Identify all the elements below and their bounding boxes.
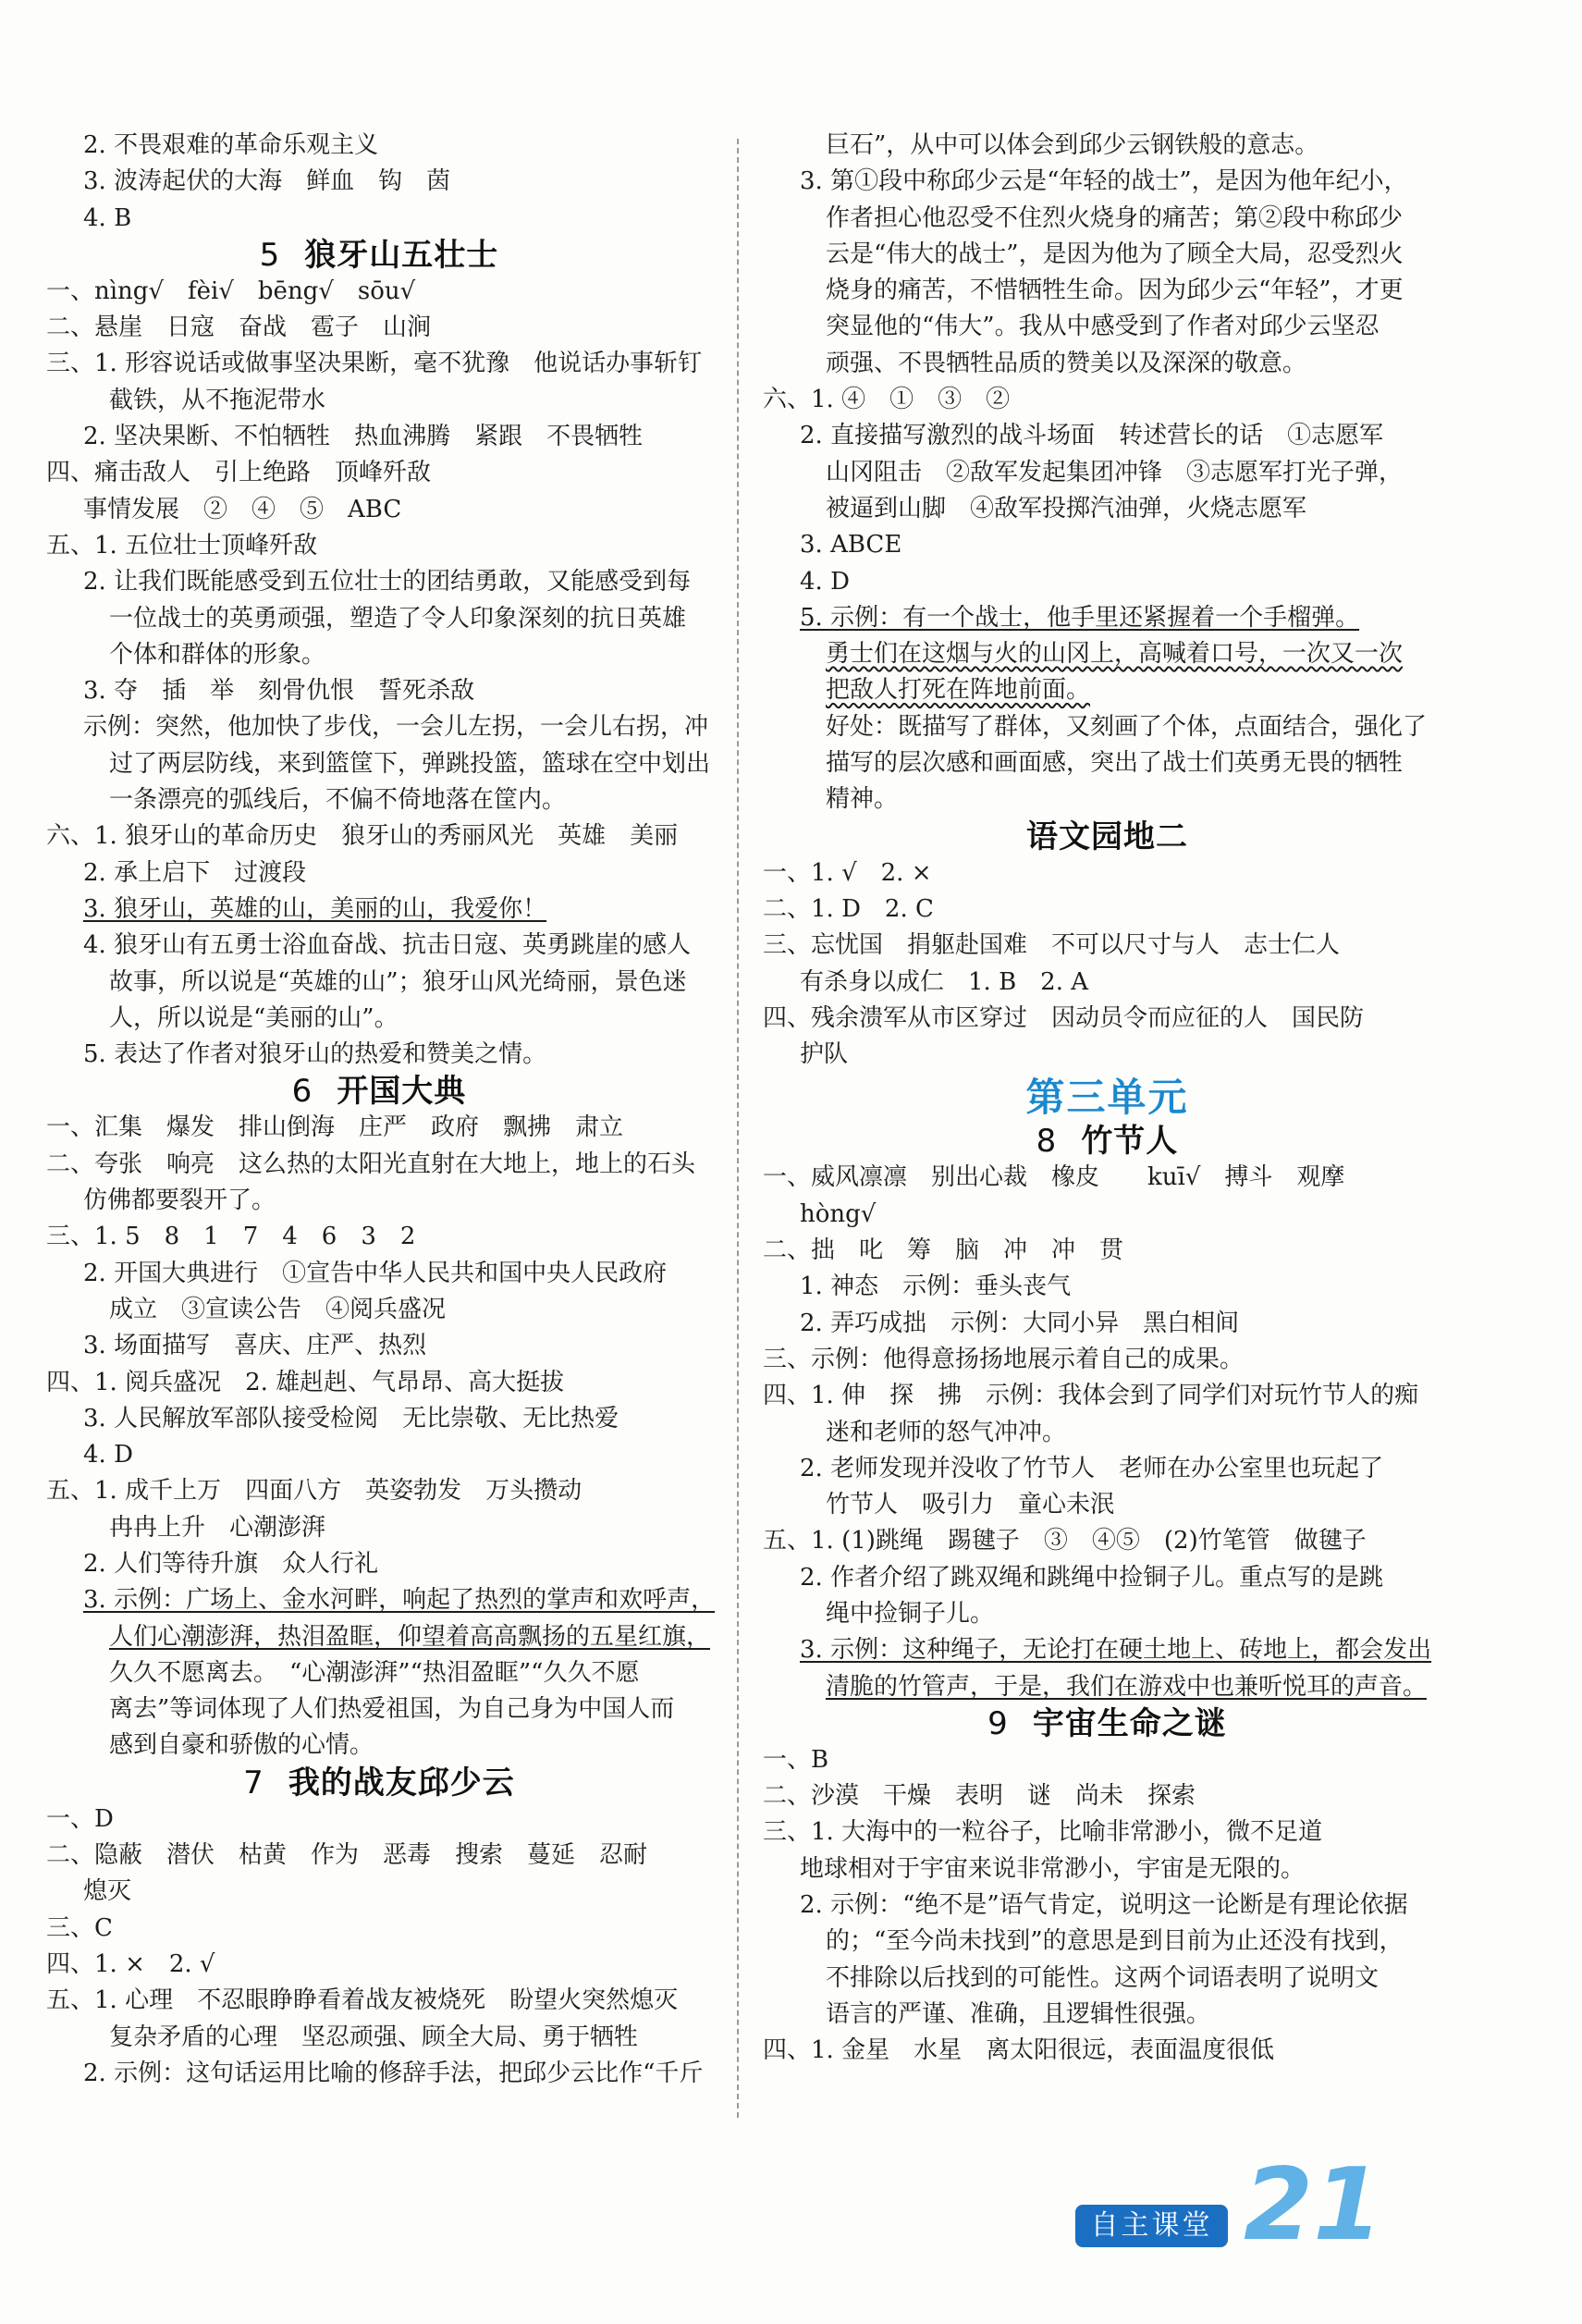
answer-line bbox=[46, 1619, 712, 1655]
answer-line bbox=[763, 1924, 1452, 1960]
answer-line bbox=[763, 491, 1452, 527]
answer-line bbox=[763, 600, 1452, 636]
answer-line bbox=[763, 672, 1452, 708]
answer-line bbox=[763, 1233, 1452, 1269]
answer-text: 2. 不畏艰难的革命乐观主义 bbox=[83, 131, 379, 159]
answer-text: 二、1. D 2. C bbox=[763, 894, 934, 923]
answer-line bbox=[763, 1037, 1452, 1073]
answer-line bbox=[763, 636, 1452, 672]
answer-text: 久久不愿离去。 “心潮澎湃”“热泪盈眶”“久久不愿 bbox=[109, 1658, 640, 1687]
answer-line bbox=[46, 1147, 712, 1183]
footer-label: 自主课堂 bbox=[1075, 2205, 1228, 2247]
answer-text: 2. 弄巧成拙 示例：大同小异 黑白相间 bbox=[800, 1309, 1240, 1337]
answer-text: 个体和群体的形象。 bbox=[109, 640, 326, 669]
answer-text: 四、1. 阅兵盛况 2. 雄赳赳、气昂昂、高大挺拔 bbox=[46, 1368, 565, 1396]
answer-line bbox=[763, 455, 1452, 491]
answer-line bbox=[46, 891, 712, 928]
answer-text: 五、1. 五位壮士顶峰歼敌 bbox=[46, 531, 318, 559]
answer-line bbox=[46, 1401, 712, 1437]
page-number: 21 bbox=[1244, 2147, 1383, 2263]
answer-text: 2. 直接描写激烈的战斗场面 转述营长的话 ①志愿军 bbox=[800, 422, 1384, 450]
answer-line bbox=[763, 201, 1452, 237]
answer-text: 二、隐蔽 潜伏 枯黄 作为 恶毒 搜索 蔓延 忍耐 bbox=[46, 1841, 648, 1870]
answer-text: 迷和老师的怒气冲冲。 bbox=[826, 1418, 1067, 1446]
answer-line bbox=[46, 2020, 712, 2056]
lesson-heading bbox=[763, 818, 1452, 855]
answer-text: 山冈阻击 ②敌军发起集团冲锋 ③志愿军打光子弹， bbox=[826, 458, 1404, 486]
answer-line bbox=[46, 1546, 712, 1582]
answer-text: 不排除以后找到的可能性。这两个词语表明了说明文 bbox=[826, 1963, 1380, 1992]
lesson-number: 5 bbox=[259, 236, 281, 274]
answer-text: 精神。 bbox=[826, 785, 899, 814]
answer-text: hòng√ bbox=[800, 1199, 877, 1228]
answer-text: 3. 第①段中称邱少云是“年轻的战士”，是因为他年纪小， bbox=[800, 167, 1408, 196]
answer-text: 3. 场面描写 喜庆、庄严、热烈 bbox=[83, 1332, 427, 1360]
answer-text: 三、忘忧国 捐躯赴国难 不可以尺寸与人 志士仁人 bbox=[763, 931, 1341, 960]
answer-line bbox=[46, 1292, 712, 1328]
answer-text: 2. 开国大典进行 ①宣告中华人民共和国中央人民政府 bbox=[83, 1259, 668, 1287]
answer-line bbox=[46, 1110, 712, 1146]
answer-line bbox=[46, 601, 712, 637]
answer-line bbox=[46, 1437, 712, 1473]
answer-text: 烧身的痛苦，不惜牺牲生命。因为邱少云“年轻”，才更 bbox=[826, 277, 1404, 305]
answer-text: 3. 波涛起伏的大海 鲜血 钩 茵 bbox=[83, 167, 451, 196]
answer-line bbox=[763, 1997, 1452, 2033]
answer-text: 仿佛都要裂开了。 bbox=[83, 1187, 276, 1215]
answer-line bbox=[46, 1328, 712, 1364]
answer-line bbox=[763, 1778, 1452, 1814]
answer-text: 四、痛击敌人 引上绝路 顶峰歼敌 bbox=[46, 459, 432, 487]
right-column bbox=[763, 128, 1452, 2070]
lesson-number: 7 bbox=[243, 1764, 264, 1801]
answer-text: 六、1. ④ ① ③ ② bbox=[763, 386, 1011, 414]
lesson-title: 开国大典 bbox=[337, 1073, 467, 1111]
answer-text: 过了两层防线，来到篮筐下，弹跳投篮，篮球在空中划出 bbox=[109, 749, 711, 778]
answer-line bbox=[46, 818, 712, 855]
answer-text: 一位战士的英勇顽强，塑造了令人印象深刻的抗日英雄 bbox=[109, 604, 687, 633]
answer-text: 四、1. 伸 探 拂 示例：我体会到了同学们对玩竹节人的痴 bbox=[763, 1382, 1419, 1410]
answer-line bbox=[763, 1632, 1452, 1668]
answer-line bbox=[763, 527, 1452, 563]
answer-text: 勇士们在这烟与火的山冈上，高喊着口号，一次又一次 bbox=[826, 640, 1404, 669]
answer-text: 一、威风凛凛 别出心裁 橡皮 kuī√ 搏斗 观摩 bbox=[763, 1163, 1345, 1192]
answer-text: 1. 神态 示例：垂头丧气 bbox=[800, 1273, 1072, 1301]
answer-line bbox=[763, 1451, 1452, 1487]
answer-line bbox=[763, 564, 1452, 600]
answer-text: 二、夸张 响亮 这么热的太阳光直射在大地上，地上的石头 bbox=[46, 1150, 696, 1178]
answer-line bbox=[763, 1415, 1452, 1451]
lesson-title: 语文园地二 bbox=[1026, 818, 1188, 855]
answer-line bbox=[763, 891, 1452, 928]
answer-text: 示例：突然，他加快了步伐，一会儿左拐，一会儿右拐，冲 bbox=[83, 713, 709, 742]
answer-line bbox=[763, 1342, 1452, 1378]
answer-line bbox=[763, 1851, 1452, 1887]
answer-line bbox=[763, 1197, 1452, 1233]
answer-line bbox=[763, 745, 1452, 781]
answer-text: 三、1. 大海中的一粒谷子，比喻非常渺小，微不足道 bbox=[763, 1818, 1323, 1847]
answer-text: 顽强、不畏牺牲品质的赞美以及深深的敬意。 bbox=[826, 349, 1307, 377]
answer-line bbox=[46, 274, 712, 310]
answer-line bbox=[46, 492, 712, 528]
answer-text: 把敌人打死在阵地前面。 bbox=[826, 676, 1091, 705]
answer-text: 成立 ③宣读公告 ④阅兵盛况 bbox=[109, 1295, 447, 1323]
answer-line bbox=[46, 965, 712, 1001]
lesson-heading bbox=[46, 237, 712, 274]
answer-text: 离去”等词体现了人们热爱祖国，为自己身为中国人而 bbox=[109, 1695, 675, 1724]
answer-line bbox=[763, 309, 1452, 345]
answer-text: 2. 人们等待升旗 众人行礼 bbox=[83, 1549, 379, 1578]
answer-line bbox=[763, 1887, 1452, 1924]
answer-text: 2. 让我们既能感受到五位壮士的团结勇敢，又能感受到每 bbox=[83, 568, 692, 596]
answer-text: 一、nìng√ fèi√ bēng√ sōu√ bbox=[46, 277, 416, 305]
answer-line bbox=[46, 855, 712, 891]
answer-text: 三、示例：他得意扬扬地展示着自己的成果。 bbox=[763, 1345, 1245, 1373]
answer-text: 三、1. 形容说话或做事坚决果断，毫不犹豫 他说话办事斩钉 bbox=[46, 350, 703, 378]
answer-line bbox=[46, 528, 712, 564]
answer-text: 五、1. 成千上万 四面八方 英姿勃发 万头攒动 bbox=[46, 1477, 583, 1506]
answer-text: 一、汇集 爆发 排山倒海 庄严 政府 飘拂 肃立 bbox=[46, 1113, 624, 1142]
answer-text: 云是“伟大的战士”，是因为他为了顾全大局，忍受烈火 bbox=[826, 240, 1404, 268]
answer-line bbox=[763, 1269, 1452, 1305]
answer-line bbox=[46, 1983, 712, 2019]
answer-text: 事情发展 ② ④ ⑤ ABC bbox=[83, 495, 402, 523]
answer-text: 熄灭 bbox=[83, 1877, 132, 1906]
answer-text: 突显他的“伟大”。我从中感受到了作者对邱少云坚忍 bbox=[826, 313, 1380, 341]
answer-line bbox=[763, 346, 1452, 382]
answer-line bbox=[46, 1911, 712, 1947]
answer-text: 3. 示例：广场上、金水河畔，响起了热烈的掌声和欢呼声， bbox=[83, 1586, 716, 1615]
answer-text: 人，所以说是“美丽的山”。 bbox=[109, 1003, 399, 1032]
answer-line bbox=[763, 1596, 1452, 1632]
answer-line bbox=[46, 310, 712, 346]
answer-text: 地球相对于宇宙来说非常渺小，宇宙是无限的。 bbox=[800, 1854, 1306, 1883]
answer-text: 的；“至今尚未找到”的意思是到目前为止还没有找到， bbox=[826, 1927, 1404, 1956]
answer-text: 竹节人 吸引力 童心未泯 bbox=[826, 1491, 1115, 1519]
answer-line bbox=[46, 1037, 712, 1073]
answer-text: 语言的严谨、准确，且逻辑性很强。 bbox=[826, 1999, 1211, 2028]
answer-text: 有杀身以成仁 1. B 2. A bbox=[800, 967, 1089, 996]
answer-line bbox=[763, 1306, 1452, 1342]
answer-line bbox=[46, 782, 712, 818]
answer-line bbox=[46, 419, 712, 455]
answer-line bbox=[46, 1219, 712, 1255]
answer-text: 2. 坚决果断、不怕牺牲 热血沸腾 紧跟 不畏牺牲 bbox=[83, 423, 644, 451]
answer-text: 4. 狼牙山有五勇士浴血奋战、抗击日寇、英勇跳崖的感人 bbox=[83, 931, 692, 960]
lesson-title: 宇宙生命之谜 bbox=[1032, 1704, 1227, 1742]
answer-text: 人们心潮澎湃，热泪盈眶，仰望着高高飘扬的五星红旗， bbox=[109, 1622, 711, 1651]
answer-line bbox=[46, 128, 712, 164]
lesson-heading bbox=[763, 1705, 1452, 1742]
answer-line bbox=[763, 273, 1452, 309]
left-column bbox=[46, 128, 716, 2092]
answer-line bbox=[46, 164, 712, 200]
answer-line bbox=[763, 237, 1452, 273]
answer-text: 2. 老师发现并没收了竹节人 老师在办公室里也玩起了 bbox=[800, 1454, 1384, 1482]
answer-text: 二、拙 叱 筹 脑 冲 冲 贯 bbox=[763, 1236, 1124, 1265]
column-divider bbox=[737, 139, 739, 2118]
answer-line bbox=[46, 637, 712, 673]
lesson-number: 8 bbox=[1036, 1123, 1058, 1161]
answer-text: 巨石”，从中可以体会到邱少云钢铁般的意志。 bbox=[826, 131, 1319, 159]
lesson-heading bbox=[763, 1123, 1452, 1160]
answer-text: 3. 狼牙山，英雄的山，美丽的山，我爱你！ bbox=[83, 894, 547, 923]
answer-line bbox=[763, 965, 1452, 1001]
answer-line bbox=[46, 1691, 712, 1728]
answer-line bbox=[763, 1560, 1452, 1596]
answer-line bbox=[46, 1473, 712, 1509]
answer-text: 3. 示例：这种绳子，无论打在硬土地上、砖地上，都会发出 bbox=[800, 1636, 1432, 1665]
answer-line bbox=[46, 1365, 712, 1401]
answer-line bbox=[763, 928, 1452, 964]
answer-text: 2. 作者介绍了跳双绳和跳绳中捡铜子儿。重点写的是跳 bbox=[800, 1563, 1384, 1592]
lesson-heading bbox=[46, 1073, 712, 1110]
answer-text: 2. 承上启下 过渡段 bbox=[83, 858, 307, 887]
answer-line bbox=[46, 1655, 712, 1691]
answer-text: 被逼到山脚 ④敌军投掷汽油弹，火烧志愿军 bbox=[826, 494, 1307, 523]
lesson-heading bbox=[46, 1765, 712, 1801]
answer-line bbox=[46, 383, 712, 419]
answer-text: 五、1. 心理 不忍眼睁睁看着战友被烧死 盼望火突然熄灭 bbox=[46, 1986, 679, 2015]
answer-text: 5. 示例：有一个战士，他手里还紧握着一个手榴弹。 bbox=[800, 603, 1360, 632]
answer-text: 作者担心他忍受不住烈火烧身的痛苦；第②段中称邱少 bbox=[826, 203, 1404, 232]
answer-text: 3. 夺 插 举 刻骨仇恨 誓死杀敌 bbox=[83, 677, 475, 706]
answer-line bbox=[46, 1838, 712, 1874]
lesson-number: 6 bbox=[291, 1073, 313, 1111]
answer-text: 一、1. √ 2. × bbox=[763, 858, 932, 887]
answer-text: 3. ABCE bbox=[800, 531, 902, 559]
answer-text: 4. D bbox=[83, 1441, 133, 1469]
lesson-title: 狼牙山五壮士 bbox=[304, 236, 499, 274]
answer-line bbox=[763, 1001, 1452, 1037]
answer-text: 5. 表达了作者对狼牙山的热爱和赞美之情。 bbox=[83, 1040, 547, 1069]
answer-line bbox=[46, 455, 712, 491]
answer-text: 清脆的竹管声，于是，我们在游戏中也兼听悦耳的声音。 bbox=[826, 1672, 1428, 1701]
answer-line bbox=[46, 1947, 712, 1983]
answer-text: 2. 示例：“绝不是”语气肯定，说明这一论断是有理论依据 bbox=[800, 1891, 1408, 1920]
unit-title: 第三单元 bbox=[1025, 1075, 1189, 1121]
answer-text: 二、沙漠 干燥 表明 谜 尚未 探索 bbox=[763, 1782, 1196, 1811]
answer-line bbox=[46, 673, 712, 709]
answer-line bbox=[46, 1256, 712, 1292]
lesson-number: 9 bbox=[987, 1704, 1009, 1742]
answer-line bbox=[46, 1582, 716, 1618]
answer-text: 六、1. 狼牙山的革命历史 狼牙山的秀丽风光 英雄 美丽 bbox=[46, 822, 679, 851]
answer-text: 五、1. (1)跳绳 踢毽子 ③ ④⑤ (2)竹笔管 做毽子 bbox=[763, 1527, 1367, 1555]
answer-text: 一、B bbox=[763, 1745, 829, 1774]
answer-text: 护队 bbox=[800, 1040, 849, 1069]
answer-line bbox=[763, 1487, 1452, 1523]
answer-line bbox=[46, 346, 712, 382]
answer-line bbox=[46, 564, 712, 600]
answer-line bbox=[46, 1183, 712, 1219]
answer-line bbox=[763, 1814, 1452, 1851]
answer-line bbox=[763, 781, 1452, 818]
answer-line bbox=[46, 928, 712, 964]
answer-text: 三、C bbox=[46, 1913, 113, 1942]
answer-line bbox=[46, 201, 712, 237]
answer-line bbox=[763, 2033, 1452, 2069]
answer-line bbox=[763, 164, 1452, 200]
answer-text: 三、1. 5 8 1 7 4 6 3 2 bbox=[46, 1223, 416, 1251]
answer-line bbox=[763, 709, 1452, 745]
answer-text: 4. D bbox=[800, 567, 850, 596]
answer-line bbox=[46, 1510, 712, 1546]
answer-line bbox=[763, 1669, 1452, 1705]
answer-text: 四、1. 金星 水星 离太阳很远，表面温度很低 bbox=[763, 2036, 1275, 2065]
answer-line bbox=[763, 1961, 1452, 1997]
answer-text: 描写的层次感和画面感，突出了战士们英勇无畏的牺牲 bbox=[826, 749, 1404, 778]
answer-text: 复杂矛盾的心理 坚忍顽强、顾全大局、勇于牺牲 bbox=[109, 2023, 639, 2051]
answer-line bbox=[763, 1160, 1452, 1196]
answer-text: 4. B bbox=[83, 203, 132, 232]
answer-text: 四、残余溃军从市区穿过 因动员令而应征的人 国民防 bbox=[763, 1003, 1365, 1032]
answer-text: 3. 人民解放军部队接受检阅 无比崇敬、无比热爱 bbox=[83, 1404, 619, 1433]
answer-line bbox=[46, 709, 712, 745]
answer-line bbox=[46, 1728, 712, 1764]
answer-line bbox=[763, 1523, 1452, 1559]
answer-line bbox=[763, 418, 1452, 454]
lesson-title: 我的战友邱少云 bbox=[288, 1764, 515, 1801]
answer-text: 二、悬崖 日寇 奋战 雹子 山涧 bbox=[46, 314, 432, 342]
answer-line bbox=[46, 746, 712, 782]
lesson-title: 竹节人 bbox=[1081, 1123, 1179, 1161]
answer-line bbox=[46, 1801, 712, 1838]
answer-text: 故事，所以说是“英雄的山”；狼牙山风光绮丽，景色迷 bbox=[109, 967, 687, 996]
answer-text: 一、D bbox=[46, 1804, 114, 1833]
answer-text: 一条漂亮的弧线后，不偏不倚地落在筐内。 bbox=[109, 786, 567, 815]
answer-line bbox=[763, 1742, 1452, 1778]
answer-text: 绳中捡铜子儿。 bbox=[826, 1599, 995, 1628]
answer-text: 冉冉上升 心潮澎湃 bbox=[109, 1513, 326, 1542]
answer-line bbox=[763, 128, 1452, 164]
answer-line bbox=[46, 1874, 712, 1910]
answer-line bbox=[763, 855, 1452, 891]
answer-text: 好处：既描写了群体，又刻画了个体，点面结合，强化了 bbox=[826, 712, 1428, 741]
answer-text: 四、1. × 2. √ bbox=[46, 1949, 215, 1978]
answer-line bbox=[46, 1001, 712, 1037]
answer-text: 2. 示例：这句话运用比喻的修辞手法，把邱少云比作“千斤 bbox=[83, 2059, 704, 2087]
answer-text: 感到自豪和骄傲的心情。 bbox=[109, 1731, 374, 1760]
answer-line bbox=[46, 2056, 712, 2092]
answer-text: 截铁，从不拖泥带水 bbox=[109, 386, 326, 414]
answer-line bbox=[763, 1378, 1452, 1414]
answer-line bbox=[763, 382, 1452, 418]
